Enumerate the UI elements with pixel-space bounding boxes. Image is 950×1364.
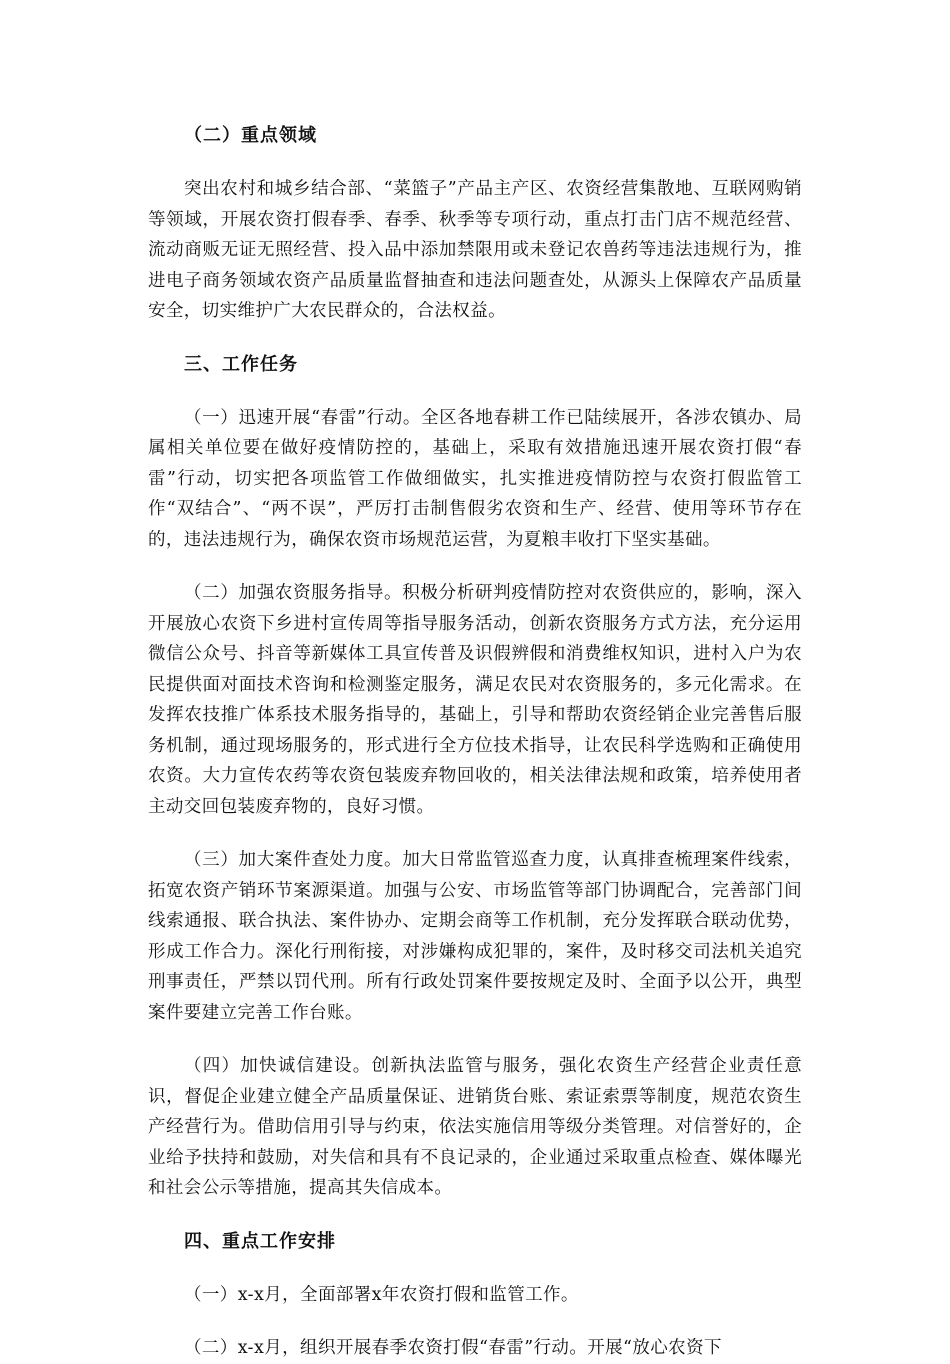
section-heading-work-tasks: 三、工作任务	[184, 353, 298, 375]
task-paragraph-1: （一）迅速开展“春雷”行动。全区各地春耕工作已陆续展开，各涉农镇办、局属相关单位要在做好疫情防控的，基础上，采取有效措施迅速开展农资打假“春雷”行动，切实把各项监管工作做细做实，扎实推进疫情防控与农资打假监管工作“双结合”、“两不误”，严厉打击制售假劣农资和生产、经营、使用等环节存在的，违法违规行为，确保农资市场规范运营，为夏粮丰收打下坚实基础。	[148, 407, 802, 550]
section-heading-schedule: 四、重点工作安排	[184, 1230, 336, 1252]
section-heading-key-areas: （二）重点领域	[184, 125, 317, 146]
key-areas-paragraph: 突出农村和城乡结合部、“菜篮子”产品主产区、农资经营集散地、互联网购销等领域，开展农资打假春季、春季、秋季等专项行动，重点打击门店不规范经营、流动商贩无证无照经营、投入品中添加禁限用或未登记农兽药等违法违规行为，推进电子商务领域农资产品质量监督抽查和违法问题查处，从源头上保障农产品质量安全，切实维护广大农民群众的，合法权益。	[148, 179, 802, 321]
schedule-paragraph-1: （一）x-x月，全面部署x年农资打假和监管工作。	[184, 1284, 579, 1305]
task-paragraph-2: （二）加强农资服务指导。积极分析研判疫情防控对农资供应的，影响，深入开展放心农资下乡进村宣传周等指导服务活动，创新农资服务方式方法，充分运用微信公众号、抖音等新媒体工具宣传普及识假辨假和消费维权知识，进村入户为农民提供面对面技术咨询和检测鉴定服务，满足农民对农资服务的，多元化需求。在发挥农技推广体系技术服务指导的，基础上，引导和帮助农资经销企业完善售后服务机制，通过现场服务的，形式进行全方位技术指导，让农民科学选购和正确使用农资。大力宣传农药等农资包装废弃物回收的，相关法律法规和政策，培养使用者主动交回包装废弃物的，良好习惯。	[148, 583, 802, 817]
task-paragraph-4: （四）加快诚信建设。创新执法监管与服务，强化农资生产经营企业责任意识，督促企业建立健全产品质量保证、进销货台账、索证索票等制度，规范农资生产经营行为。借助信用引导与约束，依法实施信用等级分类管理。对信誉好的，企业给予扶持和鼓励，对失信和具有不良记录的，企业通过采取重点检查、媒体曝光和社会公示等措施，提高其失信成本。	[148, 1056, 802, 1198]
task-paragraph-3: （三）加大案件查处力度。加大日常监管巡查力度，认真排查梳理案件线索，拓宽农资产销环节案源渠道。加强与公安、市场监管等部门协调配合，完善部门间线索通报、联合执法、案件协办、定期会商等工作机制，充分发挥联合联动优势，形成工作合力。深化行刑衔接，对涉嫌构成犯罪的，案件，及时移交司法机关追究刑事责任，严禁以罚代刑。所有行政处罚案件要按规定及时、全面予以公开，典型案件要建立完善工作台账。	[148, 850, 802, 1023]
schedule-paragraph-2: （二）x-x月，组织开展春季农资打假“春雷”行动。开展“放心农资下	[184, 1338, 722, 1358]
